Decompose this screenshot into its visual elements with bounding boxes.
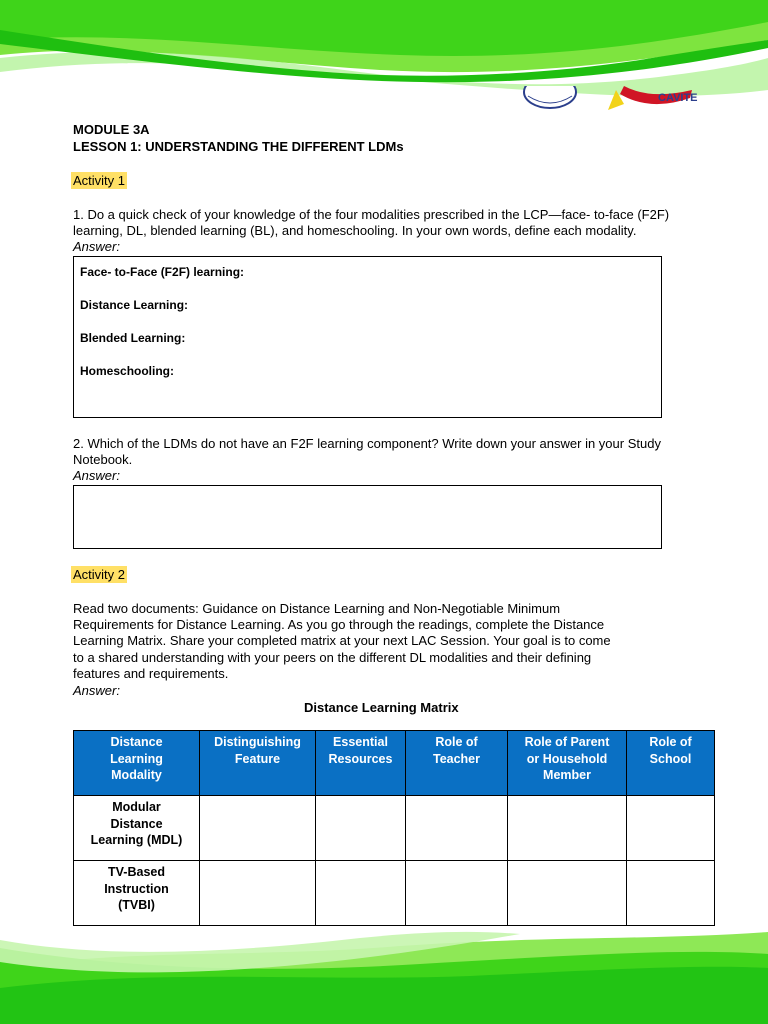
table-cell[interactable] bbox=[508, 796, 627, 861]
table-cell[interactable] bbox=[627, 796, 715, 861]
cavite-logo-text: CAVITE bbox=[658, 92, 698, 104]
distance-learning-matrix bbox=[73, 730, 715, 926]
activity-2-line-1: Read two documents: Guidance on Distance Learning and Non-Negotiable Minimum bbox=[73, 601, 561, 616]
answer-box-2[interactable] bbox=[73, 485, 662, 549]
question-2-line1: 2. Which of the LDMs do not have an F2F learning component? Write down your answer in your Study bbox=[73, 436, 661, 451]
box-item-distance: Distance Learning: bbox=[80, 298, 189, 312]
activity-2-line-5: features and requirements. bbox=[73, 666, 229, 681]
activity-2-line-4: to a shared understanding with your peers on the different DL modalities and their defining bbox=[73, 650, 592, 665]
table-cell[interactable] bbox=[200, 796, 316, 861]
table-row bbox=[74, 796, 715, 861]
header-role-of-parent: Role of Parent or Household Member bbox=[508, 731, 627, 796]
table-row bbox=[74, 861, 715, 926]
activity-2-label: Activity 2 bbox=[73, 567, 126, 582]
row-label-mdl: Modular Distance Learning (MDL) bbox=[74, 796, 200, 861]
question-1-line1: 1. Do a quick check of your knowledge of the four modalities prescribed in the LCP—face- to-face (F2F) bbox=[73, 207, 670, 222]
header-role-of-teacher: Role of Teacher bbox=[406, 731, 508, 796]
table-cell[interactable] bbox=[406, 861, 508, 926]
table-cell[interactable] bbox=[200, 861, 316, 926]
table-cell[interactable] bbox=[627, 861, 715, 926]
box-item-homeschooling: Homeschooling: bbox=[80, 364, 175, 378]
lesson-title: LESSON 1: UNDERSTANDING THE DIFFERENT LDMs bbox=[73, 139, 404, 154]
activity-2-line-2: Requirements for Distance Learning. As you go through the readings, complete the Distance bbox=[73, 617, 605, 632]
question-2-line2: Notebook. bbox=[73, 452, 133, 467]
matrix-header-row bbox=[74, 731, 715, 796]
deped-seal-icon bbox=[524, 86, 576, 108]
box-item-blended: Blended Learning: bbox=[80, 331, 186, 345]
answer-label-2: Answer: bbox=[73, 468, 120, 483]
header-role-of-school: Role of School bbox=[627, 731, 715, 796]
question-1-line2: learning, DL, blended learning (BL), and homeschooling. In your own words, define each modality. bbox=[73, 223, 637, 238]
table-cell[interactable] bbox=[316, 861, 406, 926]
table-cell[interactable] bbox=[316, 796, 406, 861]
footer-wave-decoration bbox=[0, 928, 768, 1024]
header-modality: Distance Learning Modality bbox=[74, 731, 200, 796]
box-item-f2f: Face- to-Face (F2F) learning: bbox=[80, 265, 245, 279]
matrix-title: Distance Learning Matrix bbox=[304, 700, 459, 715]
row-label-tvbi: TV-Based Instruction (TVBI) bbox=[74, 861, 200, 926]
header-distinguishing-feature: Distinguishing Feature bbox=[200, 731, 316, 796]
answer-label: Answer: bbox=[73, 239, 120, 254]
table-cell[interactable] bbox=[406, 796, 508, 861]
activity-1-label: Activity 1 bbox=[73, 173, 126, 188]
logo-group bbox=[520, 86, 720, 114]
answer-label-3: Answer: bbox=[73, 683, 120, 698]
answer-box-1[interactable] bbox=[73, 256, 662, 418]
table-cell[interactable] bbox=[508, 861, 627, 926]
activity-2-line-3: Learning Matrix. Share your completed matrix at your next LAC Session. Your goal is to come bbox=[73, 633, 611, 648]
module-title: MODULE 3A bbox=[73, 122, 150, 137]
header-essential-resources: Essential Resources bbox=[316, 731, 406, 796]
